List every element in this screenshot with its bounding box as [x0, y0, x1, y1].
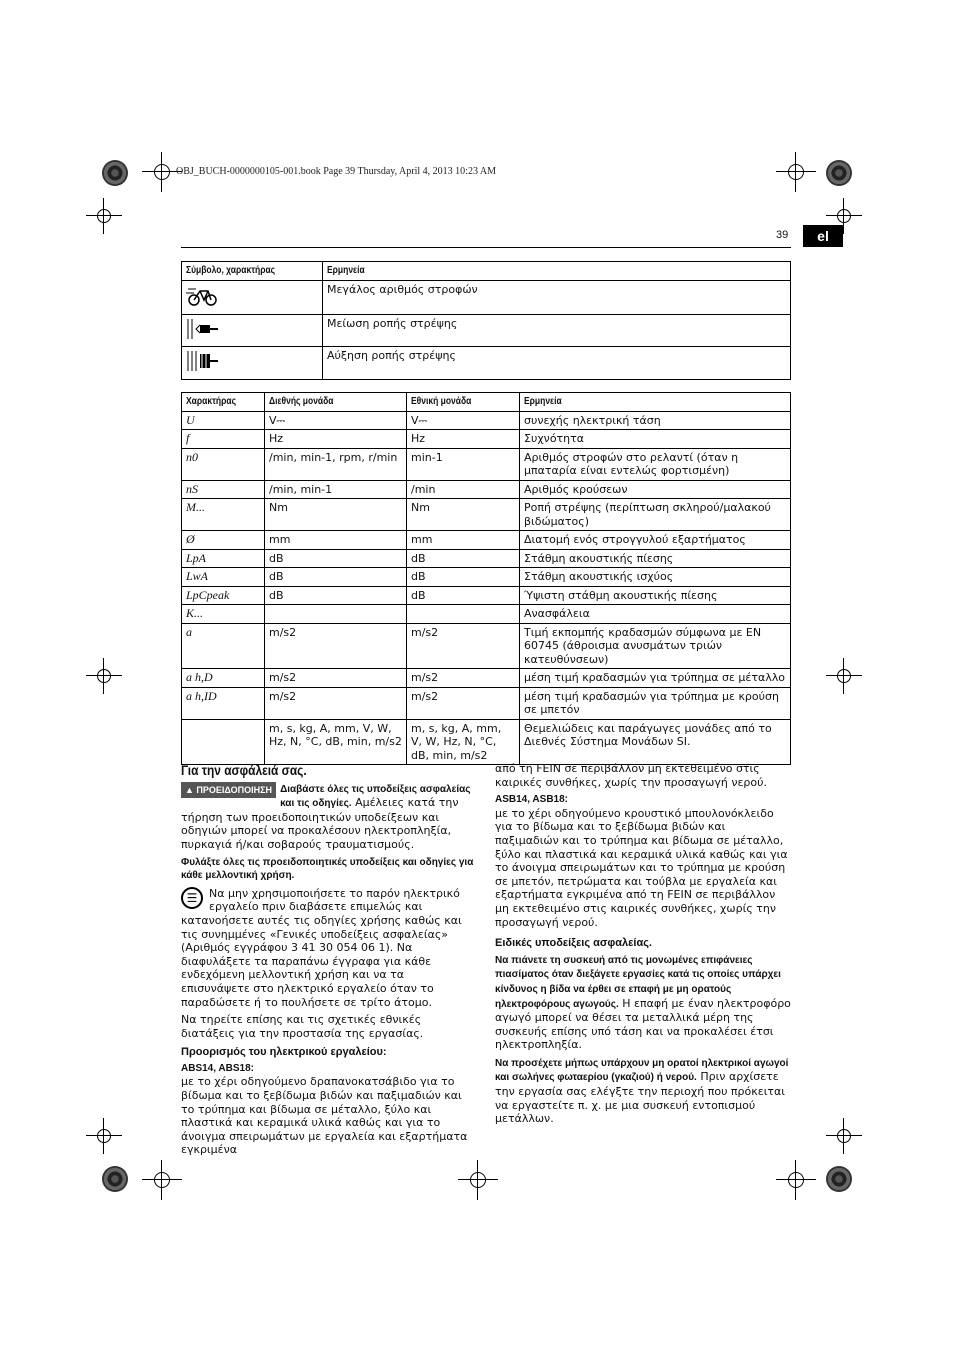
table-cell: Διατομή ενός στρογγυλού εξαρτήματος [520, 531, 791, 550]
symbol-cell: Ø [182, 531, 265, 550]
table-cell: /min, min-1 [265, 480, 407, 499]
column-header: Ερμηνεία [520, 393, 791, 412]
table-cell: mm [265, 531, 407, 550]
table-cell [407, 605, 520, 624]
symbol-table [181, 261, 791, 380]
symbol-cell: K... [182, 605, 265, 624]
torque-increase-icon [186, 349, 220, 373]
table-cell: m/s2 [265, 687, 407, 719]
registration-disk-icon [102, 1166, 128, 1192]
table-row [182, 568, 791, 587]
table-cell: μέση τιμή κραδασμών για τρύπημα με κρούση σε μπετόν [520, 687, 791, 719]
table-cell: m/s2 [407, 687, 520, 719]
purpose-title: Προορισμός του ηλεκτρικού εργαλείου: [181, 1046, 387, 1059]
table-row [182, 586, 791, 605]
torque-decrease-icon [186, 317, 220, 341]
header-rule [181, 247, 791, 248]
table-cell: Αριθμός στροφών στο ρελαντί (όταν η μπαταρία είναι εντελώς φορτισμένη) [520, 448, 791, 480]
table-row [182, 347, 791, 380]
table-cell: m, s, kg, A, mm, V, W, Hz, N, °C, dB, min, m/s2 [407, 719, 520, 765]
table-cell: V⎓ [407, 411, 520, 430]
warning-paragraph: ▲ ΠΡΟΕΙΔΟΠΟΙΗΣΗ Διαβάστε όλες τις υποδείξεις ασφαλείας και τις οδηγίες. Αμέλειες κατά την τήρηση των προειδοποιητικών υποδείξεων και οδηγιών μπορεί να προκαλέσουν ηλεκτροπληξία, πυρκαγιά ή/και σοβαρούς τραυματισμούς. [181, 783, 471, 851]
table-cell [182, 314, 323, 347]
symbol-cell: a h,ID [182, 687, 265, 719]
table-row [182, 719, 791, 765]
table-cell: Μεγάλος αριθμός στροφών [323, 280, 791, 314]
table-cell: dB [407, 586, 520, 605]
table-cell: Αύξηση ροπής στρέψης [323, 347, 791, 380]
special-safety-title: Ειδικές υποδείξεις ασφαλείας. [495, 937, 652, 950]
table-row [182, 605, 791, 624]
table-row [182, 669, 791, 688]
table-cell: συνεχής ηλεκτρική τάση [520, 411, 791, 430]
symbol-cell: M... [182, 499, 265, 531]
high-speed-icon [186, 283, 220, 307]
table-row [182, 480, 791, 499]
symbol-cell: a h,D [182, 669, 265, 688]
table-cell: m/s2 [265, 623, 407, 669]
section-heading: Για την ασφάλειά σας. [181, 762, 307, 778]
table-cell: dB [265, 549, 407, 568]
page-number: 39 [776, 229, 789, 241]
read-manual-icon: ☰ [181, 887, 203, 909]
crosshair-icon [458, 1160, 498, 1200]
table-cell: V⎓ [265, 411, 407, 430]
crosshair-icon [86, 1118, 122, 1154]
column-header: Διεθνής μονάδα [265, 393, 407, 412]
table-cell: m, s, kg, A, mm, V, W, Hz, N, °C, dB, min, m/s2 [265, 719, 407, 765]
table-cell: Θεμελιώδεις και παράγωγες μονάδες από το Διεθνές Σύστημα Μονάδων SI. [520, 719, 791, 765]
purpose-abs-continued: από τη FEIN σε περιβάλλον μη εκτεθειμένο στις καιρικές συνθήκες, χωρίς την προσαγωγή νερού. [495, 762, 767, 789]
table-cell: m/s2 [265, 669, 407, 688]
table-row [182, 314, 791, 347]
symbol-cell: LpCpeak [182, 586, 265, 605]
table-cell: Nm [407, 499, 520, 531]
left-column [181, 764, 476, 1161]
symbol-cell: LwA [182, 568, 265, 587]
symbol-cell: LpA [182, 549, 265, 568]
column-header: Χαρακτήρας [182, 393, 265, 412]
table-row [182, 430, 791, 449]
table-cell: mm [407, 531, 520, 550]
column-header: Σύμβολο, χαρακτήρας [182, 262, 323, 281]
book-header: OBJ_BUCH-0000000105-001.book Page 39 Thursday, April 4, 2013 10:23 AM [176, 166, 496, 177]
table-cell: dB [265, 568, 407, 587]
table-cell: dB [407, 568, 520, 587]
table-cell: /min, min-1, rpm, r/min [265, 448, 407, 480]
table-row [182, 280, 791, 314]
table-cell: Στάθμη ακουστικής πίεσης [520, 549, 791, 568]
crosshair-icon [776, 152, 816, 192]
symbol-cell: U [182, 411, 265, 430]
registration-disk-icon [826, 1166, 852, 1192]
table-row [182, 499, 791, 531]
purpose-asb: με το χέρι οδηγούμενο κρουστικό μπουλονόκλειδο για το βίδωμα και το ξεβίδωμα βιδών και παξιμαδιών και το τρύπημα και βίδωμα σε μέταλλο, ξύλο και πλαστικά και κεραμικά υλικά καθώς και για το άνοιγμα σπειρωμάτων και το τρύπημα με κρούση σε μπετόν, πετρώματα και τούβλα με εργαλεία και εξαρτήματα εγκριμένα από τη FEIN σε περιβάλλον μη εκτεθειμένο στις καιρικές συνθήκες, χωρίς την προσαγωγή νερού. [495, 806, 788, 929]
table-cell: Αριθμός κρούσεων [520, 480, 791, 499]
table-cell: min-1 [407, 448, 520, 480]
table-cell: Τιμή εκπομπής κραδασμών σύμφωνα με EN 60745 (άθροισμα ανυσμάτων τριών κατευθύνσεων) [520, 623, 791, 669]
table-cell: μέση τιμή κραδασμών για τρύπημα σε μέταλλο [520, 669, 791, 688]
table-row [182, 531, 791, 550]
national-regulations: Να τηρείτε επίσης και τις σχετικές εθνικές διατάξεις για την προστασία της εργασίας. [181, 1013, 424, 1040]
table-cell: Ύψιστη στάθμη ακουστικής πίεσης [520, 586, 791, 605]
models-abs: ABS14, ABS18: [181, 1062, 254, 1074]
symbol-cell: f [182, 430, 265, 449]
column-header: Εθνική μονάδα [407, 393, 520, 412]
crosshair-icon [826, 1118, 862, 1154]
table-row [182, 448, 791, 480]
units-table [181, 392, 791, 765]
table-cell: dB [265, 586, 407, 605]
table-cell [182, 347, 323, 380]
crosshair-icon [86, 658, 122, 694]
models-asb: ASB14, ASB18: [495, 794, 568, 806]
crosshair-icon [776, 1160, 816, 1200]
table-cell: /min [407, 480, 520, 499]
table-row [182, 411, 791, 430]
column-header: Ερμηνεία [323, 262, 791, 281]
registration-disk-icon [826, 160, 852, 186]
crosshair-icon [826, 658, 862, 694]
warning-badge: ▲ ΠΡΟΕΙΔΟΠΟΙΗΣΗ [181, 782, 276, 798]
symbol-cell: nS [182, 480, 265, 499]
language-tab: el [803, 225, 843, 247]
table-cell: Ανασφάλεια [520, 605, 791, 624]
right-column [495, 762, 791, 1130]
safety-paragraph: Να προσέχετε μήπως υπάρχουν μη ορατοί ηλεκτρικοί αγωγοί και σωλήνες φωταερίου (γκαζιού) ή νερού. Πριν αρχίσετε την εργασία σας ελέγξτε την περιοχή που πρόκειται να εργαστείτε π. χ. με μια συσκευή εντοπισμού μετάλλων. [495, 1057, 789, 1126]
table-row [182, 623, 791, 669]
table-cell: dB [407, 549, 520, 568]
table-cell: Hz [265, 430, 407, 449]
table-cell: Ροπή στρέψης (περίπτωση σκληρού/μαλακού βιδώματος) [520, 499, 791, 531]
table-cell: Μείωση ροπής στρέψης [323, 314, 791, 347]
keep-instructions: Φυλάξτε όλες τις προειδοποιητικές υποδείξεις και οδηγίες για κάθε μελλοντική χρήση. [181, 856, 474, 882]
symbol-cell: a [182, 623, 265, 669]
symbol-cell: n0 [182, 448, 265, 480]
table-cell: m/s2 [407, 623, 520, 669]
table-cell: Συχνότητα [520, 430, 791, 449]
crosshair-icon [142, 1160, 182, 1200]
table-cell [265, 605, 407, 624]
crosshair-icon [86, 198, 122, 234]
table-row [182, 687, 791, 719]
table-cell: Hz [407, 430, 520, 449]
symbol-cell [182, 719, 265, 765]
table-cell: m/s2 [407, 669, 520, 688]
table-row [182, 549, 791, 568]
safety-paragraph: Να πιάνετε τη συσκευή από τις μονωμένες επιφάνειες πιασίματος όταν διεξάγετε εργασίες κατά τις οποίες υπάρχει κίνδυνος η βίδα να έρθει σε επαφή με μη ορατούς ηλεκτροφόρους αγωγούς. Η επαφή με έναν ηλεκτροφόρο αγωγό μπορεί να θέσει τα μεταλλικά μέρη της συσκευής επίσης υπό τάση και να προκαλέσει έτσι ηλεκτροπληξία. [495, 954, 791, 1052]
read-manual-paragraph: ☰ Να μην χρησιμοποιήσετε το παρόν ηλεκτρικό εργαλείο πριν διαβάσετε επιμελώς και κατανοήσετε αυτές τις οδηγίες χρήσης καθώς και τις συνημμένες «Γενικές υποδείξεις ασφαλείας» (Αριθμός εγγράφου 3 41 30 054 06 1). Να διαφυλάξετε τα παραπάνω έγγραφα για κάθε ενδεχόμενη μελλοντική χρήση και να τα επισυνάψετε στο ηλεκτρικό εργαλείο όταν το παραδώσετε ή το πουλήσετε σε τρίτο άτομο. [181, 886, 462, 1009]
purpose-abs: με το χέρι οδηγούμενο δραπανοκατσάβιδο για το βίδωμα και το ξεβίδωμα βιδών και παξιμαδιών και το τρύπημα και βίδωμα σε μέταλλο, ξύλο και πλαστικά και κεραμικά υλικά καθώς και για το άνοιγμα σπειρωμάτων με εργαλεία και εξαρτήματα εγκριμένα [181, 1075, 468, 1157]
table-cell: Στάθμη ακουστικής ισχύος [520, 568, 791, 587]
table-cell: Nm [265, 499, 407, 531]
table-cell [182, 280, 323, 314]
registration-disk-icon [102, 160, 128, 186]
